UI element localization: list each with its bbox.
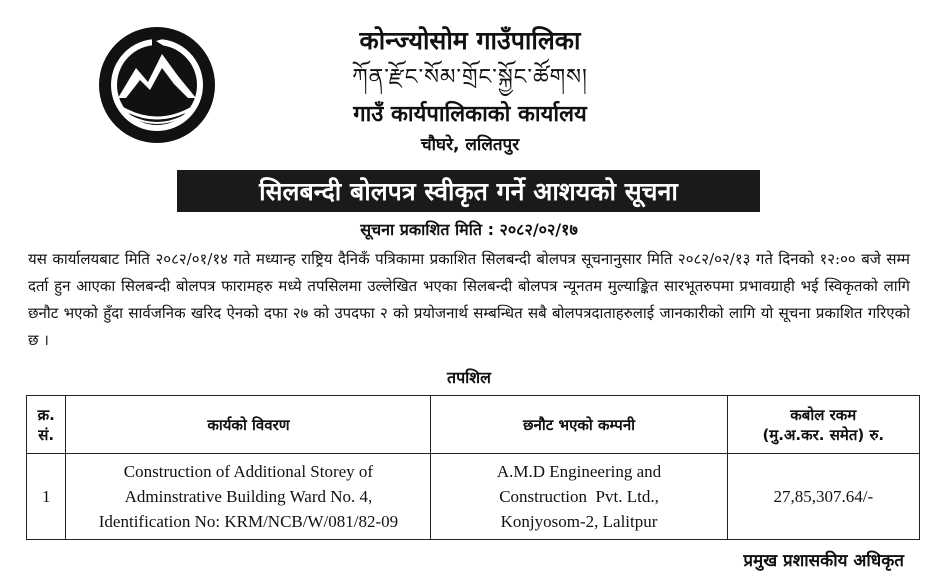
municipality-emblem-icon bbox=[96, 24, 218, 146]
table-row bbox=[27, 454, 920, 540]
cell-description bbox=[66, 454, 431, 540]
org-name-nepali: कोन्ज्योसोम गाउँपालिका bbox=[359, 26, 581, 55]
header-company: छनौट भएको कम्पनी bbox=[431, 396, 727, 454]
cell-description-line2: Adminstrative Building Ward No. 4, bbox=[124, 487, 373, 506]
header-sn bbox=[27, 396, 66, 454]
office-name: गाउँ कार्यपालिकाको कार्यालय bbox=[353, 102, 587, 127]
cell-company-line3: Konjyosom-2, Lalitpur bbox=[500, 512, 658, 531]
cell-sn: 1 bbox=[27, 454, 66, 540]
publish-date: सूचना प्रकाशित मिति : २०८२/०२/१७ bbox=[360, 220, 578, 239]
cell-company-line2: Construction Pvt. Ltd., bbox=[499, 487, 659, 506]
header-amount-line1: कबोल रकम bbox=[790, 405, 857, 424]
header-description: कार्यको विवरण bbox=[66, 396, 431, 454]
schedule-title: तपशिल bbox=[446, 368, 492, 387]
selected-bidder-table bbox=[26, 395, 920, 540]
notice-body: यस कार्यालयबाट मिति २०८२/०१/१४ गते मध्यान्ह राष्ट्रिय दैनिकँ पत्रिकामा प्रकाशित सिलबन्दी बोलपत्र सूचनानुसार मिति २०८२/०२/१३ गते दिनको १२:०० बजे सम्म दर्ता हुन आएका सिलबन्दी बोलपत्र फारामहरु मध्ये तपसिलमा उल्लेखित भएका सिलबन्दी बोलपत्र न्यूनतम मुल्याङ्कित सारभूतरुपमा प्रभावग्राही भई स्विकृतको लागि छनौट भएको हुँदा सार्वजनिक खरिद ऐनको दफा २७ को उपदफा २ को प्रयोजनार्थ सम्बन्धित सबै बोलपत्रदाताहरुलाई जानकारीको लागि यो सूचना प्रकाशित गरिएको छ । bbox=[28, 250, 910, 349]
signatory-title: प्रमुख प्रशासकीय अधिकृत bbox=[743, 551, 904, 571]
office-address: चौघरे, ललितपुर bbox=[420, 135, 520, 155]
header-sn-line2: सं. bbox=[38, 425, 55, 444]
cell-company-line1: A.M.D Engineering and bbox=[496, 462, 662, 481]
table-header-row bbox=[27, 396, 920, 454]
header-amount-line2: (मु.अ.कर. समेत) रु. bbox=[762, 425, 885, 444]
header-amount bbox=[727, 396, 919, 454]
letterhead bbox=[250, 24, 690, 158]
org-name-tibetan: ཀོན་རྫོང་སོམ་གྲོང་སྐྱོང་ཚོགས། bbox=[352, 65, 588, 90]
notice-title-banner bbox=[177, 170, 760, 212]
cell-description-line1: Construction of Additional Storey of bbox=[123, 462, 374, 481]
cell-description-line3: Identification No: KRM/NCB/W/081/82-09 bbox=[98, 512, 399, 531]
notice-title: सिलबन्दी बोलपत्र स्वीकृत गर्ने आशयको सूचना bbox=[259, 177, 678, 206]
cell-company bbox=[431, 454, 727, 540]
cell-amount: 27,85,307.64/- bbox=[727, 454, 919, 540]
header-sn-line1: क्र. bbox=[37, 405, 55, 424]
